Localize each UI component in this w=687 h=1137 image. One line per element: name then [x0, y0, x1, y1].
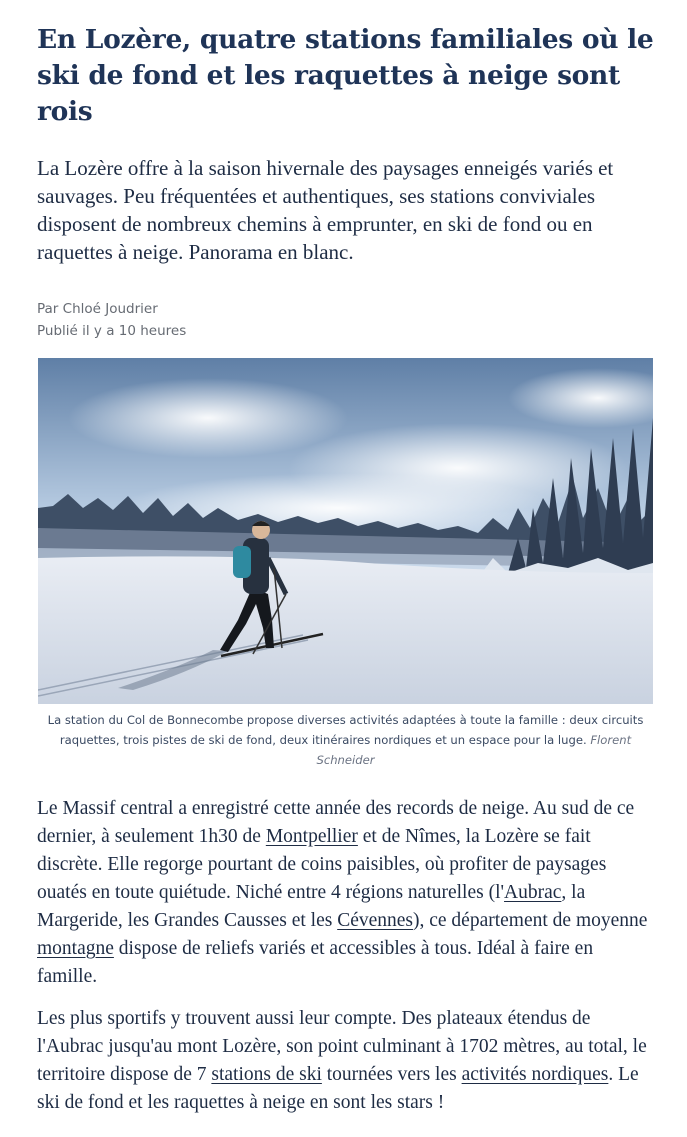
article-figure [38, 358, 653, 770]
photo-credit: Florent Schneider [316, 733, 632, 767]
article-photo [38, 358, 653, 704]
publish-date: Publié il y a 10 heures [37, 323, 187, 339]
article-lead: La Lozère offre à la saison hivernale des paysages enneigés variés et sauvages. Peu fréquentées et authentiques, ses stations conviviales disposent de nombreux chemins à emprunter, en ski de fond ou en raquettes à neige. Panorama en blanc. [37, 156, 614, 264]
body-paragraph-2: Les plus sportifs y trouvent aussi leur compte. Des plateaux étendus de l'Aubrac jusqu'au mont Lozère, son point culminant à 1702 mètres, au total, le territoire dispose de 7 stations de ski tournées vers les activités nordiques. Le ski de fond et les raquettes à neige en sont les stars ! [37, 1008, 647, 1113]
article-title: En Lozère, quatre stations familiales où le ski de fond et les raquettes à neige sont rois [37, 24, 654, 127]
link-montagne[interactable]: montagne [37, 938, 114, 959]
link-activites-nordiques[interactable]: activités nordiques [461, 1064, 609, 1085]
author-byline[interactable]: Par Chloé Joudrier [37, 301, 158, 317]
article-body [37, 795, 657, 1131]
link-montpellier[interactable]: Montpellier [265, 826, 358, 847]
link-cevennes[interactable]: Cévennes [337, 910, 413, 931]
article-header [37, 22, 655, 342]
caption-text: La station du Col de Bonnecombe propose diverses activités adaptées à toute la famille : deux circuits raquettes, trois pistes de ski de fond, deux itinéraires nordiques et un espace pour la luge. [47, 713, 644, 747]
link-aubrac[interactable]: Aubrac [504, 882, 562, 903]
figure-caption [38, 710, 653, 770]
link-stations-de-ski[interactable]: stations de ski [211, 1064, 322, 1085]
article-meta [37, 298, 655, 342]
body-paragraph-1: Le Massif central a enregistré cette année des records de neige. Au sud de ce dernier, à seulement 1h30 de Montpellier et de Nîmes, la Lozère se fait discrète. Elle regorge pourtant de coins paisibles, où profiter de paysages ouatés en toute quiétude. Niché entre 4 régions naturelles (l'Aubrac, la Margeride, les Grandes Causses et les Cévennes), ce département de moyenne montagne dispose de reliefs variés et accessibles à tous. Idéal à faire en famille. [37, 798, 648, 987]
